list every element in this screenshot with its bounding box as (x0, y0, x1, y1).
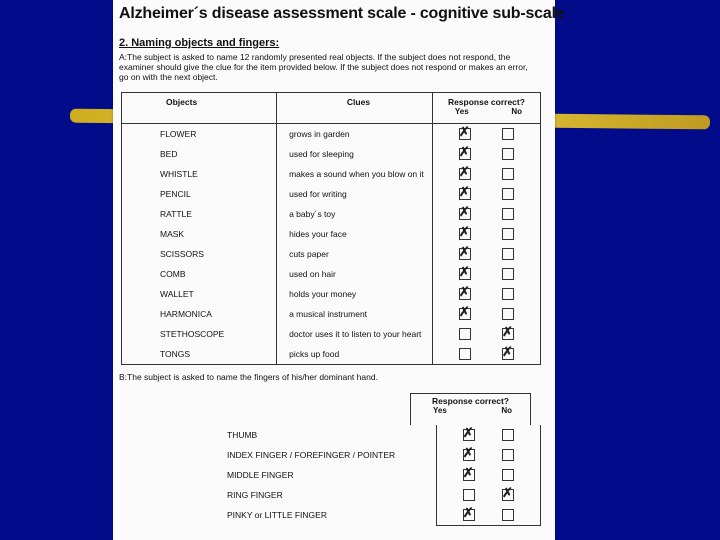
no-checkbox[interactable] (502, 429, 514, 441)
object-name: BED (122, 144, 277, 164)
object-name: MASK (122, 224, 277, 244)
no-checkbox[interactable] (502, 228, 514, 240)
object-row (122, 204, 541, 224)
finger-row (121, 485, 541, 505)
object-response (432, 244, 540, 264)
yes-checkbox[interactable] (463, 489, 475, 501)
object-response (432, 224, 540, 244)
yes-checkbox[interactable] (459, 208, 471, 220)
no-checkbox[interactable] (502, 288, 514, 300)
object-response (432, 164, 540, 184)
object-response (432, 184, 540, 204)
finger-response (436, 485, 540, 505)
no-checkbox[interactable] (502, 248, 514, 260)
header-response (432, 93, 540, 124)
yes-checkbox[interactable] (459, 148, 471, 160)
object-clue: a musical instrument (277, 304, 433, 324)
instruction-b: B:The subject is asked to name the fingers of his/her dominant hand. (119, 372, 378, 382)
object-response (432, 264, 540, 284)
finger-name: RING FINGER (227, 490, 283, 500)
object-clue: cuts paper (277, 244, 433, 264)
object-row (122, 344, 541, 365)
object-name: FLOWER (122, 124, 277, 145)
object-name: WHISTLE (122, 164, 277, 184)
header-response-label: Response correct? (447, 97, 525, 107)
object-row (122, 304, 541, 324)
object-row (122, 124, 541, 145)
no-checkbox[interactable] (502, 168, 514, 180)
instruction-a: A:The subject is asked to name 12 randomly presented real objects. If the subject does not respond, the examiner should give the clue for the item provided below. If the subject does not respond or makes an error, go on with the next object. (119, 52, 528, 82)
fingers-table (121, 425, 541, 526)
no-checkbox[interactable] (502, 268, 514, 280)
object-clue: doctor uses it to listen to your heart (277, 324, 433, 344)
yes-checkbox[interactable] (459, 308, 471, 320)
objects-table (121, 92, 541, 365)
object-name: TONGS (122, 344, 277, 365)
no-checkbox[interactable] (502, 148, 514, 160)
no-checkbox[interactable] (502, 128, 514, 140)
object-clue: used for writing (277, 184, 433, 204)
object-clue: hides your face (277, 224, 433, 244)
object-row (122, 164, 541, 184)
object-row (122, 324, 541, 344)
object-name: COMB (122, 264, 277, 284)
object-row (122, 184, 541, 204)
no-checkbox[interactable] (502, 509, 514, 521)
no-checkbox[interactable] (502, 469, 514, 481)
yes-checkbox[interactable] (459, 248, 471, 260)
no-checkbox[interactable] (502, 208, 514, 220)
no-checkbox[interactable] (502, 489, 514, 501)
yes-checkbox[interactable] (459, 188, 471, 200)
object-row (122, 284, 541, 304)
finger-name: MIDDLE FINGER (227, 470, 294, 480)
header-clues: Clues (277, 93, 433, 124)
yes-checkbox[interactable] (459, 348, 471, 360)
yes-checkbox[interactable] (459, 168, 471, 180)
fingers-header-yes: Yes (433, 406, 447, 415)
object-clue: used for sleeping (277, 144, 433, 164)
finger-response (436, 445, 540, 465)
finger-response (436, 505, 540, 526)
object-clue: grows in garden (277, 124, 433, 145)
yes-checkbox[interactable] (459, 288, 471, 300)
object-name: PENCIL (122, 184, 277, 204)
object-name: RATTLE (122, 204, 277, 224)
object-row (122, 144, 541, 164)
header-objects: Objects (122, 93, 277, 124)
fingers-response-header (410, 393, 531, 425)
finger-name: INDEX FINGER / FOREFINGER / POINTER (227, 450, 396, 460)
section-title: 2. Naming objects and fingers: (119, 37, 280, 49)
no-checkbox[interactable] (502, 308, 514, 320)
object-row (122, 244, 541, 264)
finger-row (121, 465, 541, 485)
objects-table-header (122, 93, 541, 124)
finger-name: PINKY or LITTLE FINGER (227, 510, 327, 521)
object-response (432, 124, 540, 145)
object-response (432, 344, 540, 365)
scanned-document (113, 0, 565, 540)
object-name: WALLET (122, 284, 277, 304)
object-row (122, 224, 541, 244)
finger-response (436, 465, 540, 485)
object-response (432, 204, 540, 224)
no-checkbox[interactable] (502, 328, 514, 340)
object-name: HARMONICA (122, 304, 277, 324)
finger-row (121, 505, 541, 526)
object-clue: makes a sound when you blow on it (277, 164, 433, 184)
no-checkbox[interactable] (502, 348, 514, 360)
object-response (432, 284, 540, 304)
object-clue: used on hair (277, 264, 433, 284)
object-clue: picks up food (277, 344, 433, 365)
fingers-header-no: No (501, 406, 512, 415)
object-clue: holds your money (277, 284, 433, 304)
finger-name: THUMB (227, 430, 258, 440)
no-checkbox[interactable] (502, 188, 514, 200)
header-no: No (511, 107, 522, 116)
fingers-header-label: Response correct? (432, 396, 509, 406)
yes-checkbox[interactable] (463, 449, 475, 461)
yes-checkbox[interactable] (459, 228, 471, 240)
object-response (432, 144, 540, 164)
object-response (432, 324, 540, 344)
yes-checkbox[interactable] (463, 429, 475, 441)
yes-checkbox[interactable] (459, 328, 471, 340)
object-response (432, 304, 540, 324)
finger-row (121, 445, 541, 465)
header-yes: Yes (454, 107, 469, 116)
document-title: Alzheimer´s disease assessment scale - cognitive sub-scale (119, 5, 565, 22)
object-name: STETHOSCOPE (122, 324, 277, 344)
yes-checkbox[interactable] (459, 128, 471, 140)
object-clue: a baby´s toy (277, 204, 433, 224)
yes-checkbox[interactable] (463, 509, 475, 521)
yes-checkbox[interactable] (459, 268, 471, 280)
finger-row (121, 425, 541, 445)
object-row (122, 264, 541, 284)
object-name: SCISSORS (122, 244, 277, 264)
no-checkbox[interactable] (502, 449, 514, 461)
yes-checkbox[interactable] (463, 469, 475, 481)
finger-response (436, 425, 540, 445)
